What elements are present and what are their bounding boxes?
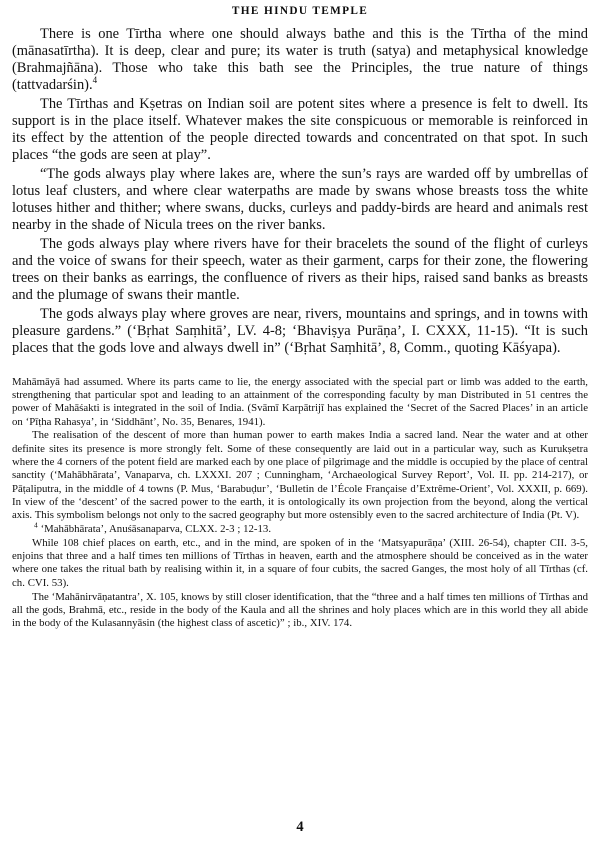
paragraph-text: The Tīrthas and Kṣetras on Indian soil are potent sites where a presence is felt to dwell. Its support is in the place itself. Whatever makes the site conspicuous or memorable is reinforced in its effect by the attention of the people directed towards and concentrated on that spot. In such places “the gods are seen at play”. xyxy=(12,95,588,164)
paragraph-text: There is one Tīrtha where one should always bathe and this is the Tīrtha of the mind (mānasatīrtha). It is deep, clear and pure; its water is truth (satya) and metaphysical knowledge (Brahmajñāna). Those who take this bath see the Principles, the true nature of things (tattvadarśin). xyxy=(12,26,588,94)
footnote-text: The realisation of the descent of more than human power to earth makes India a sacred land. Near the water and at other definite sites its presence is more strongly felt. Some of these consequently are laid out in a particular way, such as Kurukṣetra where the 4 corners of the potent field are marked each by one place of pilgrimage and the middle is occupied by the place of central sanctity (‘Mahābhārata’, Vanaparva, ch. LXXXI. 207 ; Cunningham, ‘Archaeological Survey Report’, Vol. II. pp. 214-217), or Pāṭaliputra, in the middle of 4 towns (P. Mus, ‘Barabuḍur’, ‘Bulletin de l’École Française d’Extrême-Orient’, Vol. XXXII, p. 669). In view of the ‘descent’ of the sacred power to the earth, it is ontologically its own projection from the beyond, along the vertical axis. This symbolism belongs not only to the sacred geography but more ostensibly even to the sacred architecture of India (Pt. V). xyxy=(12,429,588,522)
paragraph xyxy=(12,306,588,357)
footnote-entry xyxy=(12,520,588,536)
footnote-block xyxy=(12,357,588,631)
footnote-entry xyxy=(12,591,588,631)
footnote-marker: 4 xyxy=(34,520,38,530)
paragraph-text: The gods always play where rivers have for their bracelets the sound of the flight of curleys and the voice of swans for their speech, water as their garment, carps for their zone, the flowering trees on their banks as earrings, the confluence of rivers as their hips, raised sand banks as breasts and the plumage of swans their mantle. xyxy=(12,235,588,303)
body-text-block xyxy=(12,17,588,357)
page-number: 4 xyxy=(296,819,304,835)
footnote-text: The ‘Mahānirvāṇatantra’, X. 105, knows by still closer identification, that the “three and a half times ten millions of Tīrthas and all the gods, Brahmā, etc., reside in the body of the Kaula and all the shrines and holy places which are in this world they all abide in the body of the Kulasannyāsin (the highest class of ascetic)” ; ib., XIV. 174. xyxy=(12,590,588,630)
footnote-entry xyxy=(12,429,588,522)
footnote-text: Mahāmāyā had assumed. Where its parts came to lie, the energy associated with the special part or limb was added to the earth, strengthening that particular spot and leading to an attainment of the corresponding faculty by man Distributed in 51 centres the power of Mahāśakti is integrated in the soil of India. (Svāmī Karpātrijī has explained the ‘Secret of the Sacred Places’ in an article on ‘Pīṭha Rahasya’, in ‘Siddhānt’, No. 35, Benares, 1941). xyxy=(12,375,588,428)
running-head: THE HINDU TEMPLE xyxy=(231,5,369,17)
paragraph xyxy=(12,96,588,164)
footnote-text: While 108 chief places on earth, etc., and in the mind, are spoken of in the ‘Matsyapurāṇa’ (XIII. 26-54), chapter CII. 3-5, enjoins that three and a half times ten millions of Tīrthas in heaven, earth and the atmosphere should be conceived as in the water where one takes the ritual bath by realising within it, in a square of four cubits, the sacred Ganges, the most holy of all Tīrthas (cf. ch. CVI. 53). xyxy=(12,536,588,589)
footnote-marker: 4 xyxy=(92,75,98,86)
paragraph xyxy=(12,26,588,94)
paragraph xyxy=(12,166,588,234)
paragraph-text: The gods always play where groves are near, rivers, mountains and springs, and in towns with pleasure gardens.” (‘Bṛhat Saṃhitā’, LV. 4-8; ‘Bhaviṣya Purāṇa’, I. CXXX, 11-15). “It is such places that the gods love and always dwell in” (‘Bṛhat Saṃhitā’, 8, Comm., quoting Kāśyapa). xyxy=(12,305,588,356)
footnote-text: ‘Mahābhārata’, Anuśāsanaparva, CLXX. 2-3 ; 12-13. xyxy=(40,523,272,536)
footnote-entry xyxy=(12,376,588,429)
paragraph-text: “The gods always play where lakes are, where the sun’s rays are warded off by umbrellas of lotus leaf clusters, and where clear waterpaths are made by swans whose breasts toss the white lotuses hither and thither; where swans, ducks, curleys and paddy-birds are heard and animals rest nearby in the shade of Nicula trees on the river banks. xyxy=(12,165,588,234)
footnote-entry xyxy=(12,537,588,590)
paragraph xyxy=(12,236,588,304)
